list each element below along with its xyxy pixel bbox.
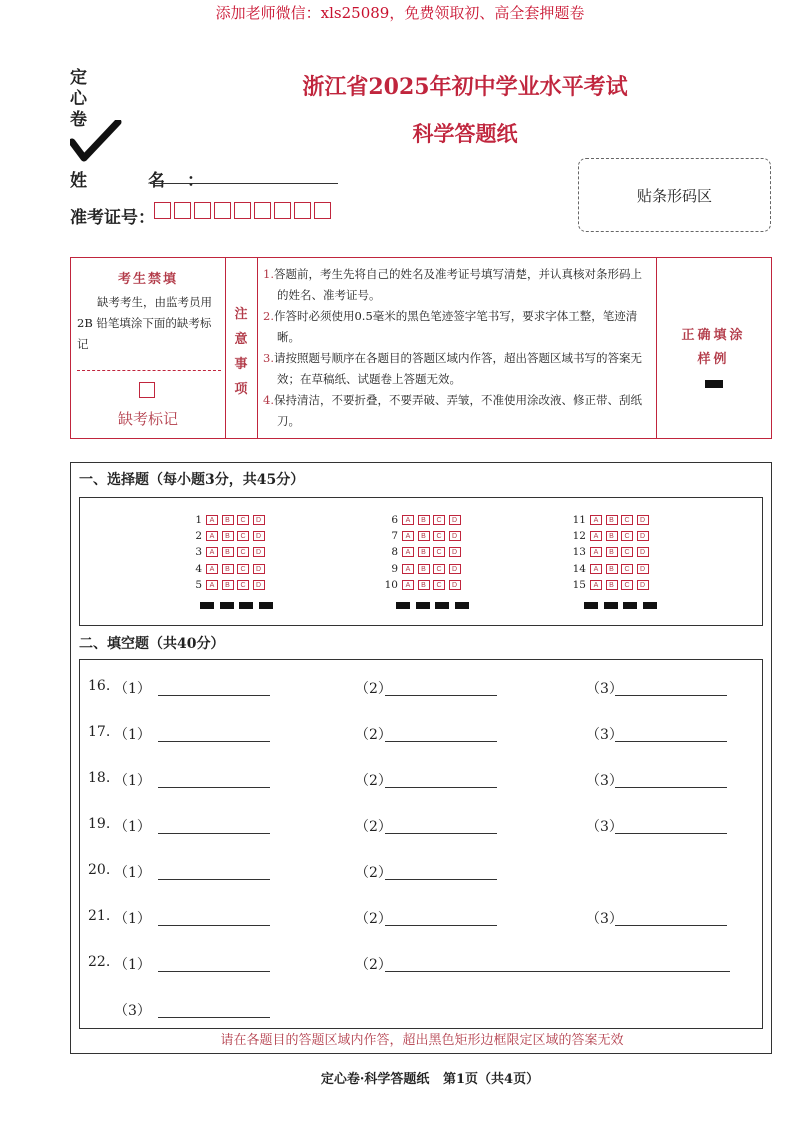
answer-bubble[interactable]: A bbox=[206, 547, 218, 557]
answer-bubble[interactable]: B bbox=[222, 515, 234, 525]
answer-bubble[interactable]: B bbox=[418, 580, 430, 590]
answer-bubble[interactable]: D bbox=[637, 515, 649, 525]
answer-blank[interactable] bbox=[158, 879, 270, 880]
answer-bubble[interactable]: B bbox=[606, 564, 618, 574]
answer-bubble[interactable]: C bbox=[433, 515, 445, 525]
answer-bubble[interactable]: B bbox=[222, 547, 234, 557]
answer-bubble[interactable]: B bbox=[418, 515, 430, 525]
answer-blank[interactable] bbox=[615, 741, 727, 742]
blank-part-label: （1） bbox=[114, 727, 151, 743]
name-field[interactable] bbox=[150, 183, 338, 184]
blank-part-label: （3） bbox=[586, 911, 623, 927]
answer-bubble[interactable]: D bbox=[253, 531, 265, 541]
timing-mark bbox=[200, 602, 214, 609]
answer-bubble[interactable]: A bbox=[206, 515, 218, 525]
exam-title: 浙江省2025年初中学业水平考试 bbox=[302, 74, 628, 100]
blank-part-label: （2） bbox=[355, 819, 392, 835]
question-group bbox=[376, 512, 474, 609]
rules-section bbox=[257, 258, 657, 438]
attention-char: 意 bbox=[234, 332, 248, 347]
blank-part-label: （2） bbox=[355, 773, 392, 789]
attention-heading bbox=[225, 258, 258, 438]
blank-part-label: （3） bbox=[586, 681, 623, 697]
choice-row bbox=[180, 561, 278, 577]
question-number: 2 bbox=[195, 530, 202, 543]
name-label: 姓 名： bbox=[70, 171, 226, 191]
barcode-label: 贴条形码区 bbox=[636, 186, 712, 205]
blank-part-label: （2） bbox=[355, 681, 392, 697]
answer-bubble[interactable]: B bbox=[606, 547, 618, 557]
answer-bubble[interactable]: A bbox=[206, 531, 218, 541]
fill-blank-box bbox=[79, 659, 763, 1029]
answer-bubble[interactable]: A bbox=[590, 580, 602, 590]
choice-row bbox=[180, 512, 278, 528]
choice-row bbox=[180, 528, 278, 544]
answer-bubble[interactable]: D bbox=[449, 564, 461, 574]
blank-part-label: （1） bbox=[114, 773, 151, 789]
choice-row bbox=[376, 577, 474, 593]
answer-bubble[interactable]: D bbox=[637, 531, 649, 541]
answer-bubble[interactable]: B bbox=[606, 580, 618, 590]
answer-bubble[interactable]: C bbox=[433, 580, 445, 590]
answer-bubble[interactable]: A bbox=[402, 580, 414, 590]
timing-mark bbox=[220, 602, 234, 609]
answer-bubble[interactable]: B bbox=[418, 564, 430, 574]
section-fill-blank-title: 二、填空题（共40分） bbox=[79, 636, 225, 652]
answer-bubble[interactable]: B bbox=[222, 531, 234, 541]
answer-bubble[interactable]: B bbox=[606, 515, 618, 525]
blank-part-label: （1） bbox=[114, 865, 151, 881]
absent-checkbox[interactable] bbox=[139, 382, 155, 398]
notice-panel bbox=[70, 257, 772, 439]
choice-row bbox=[564, 561, 662, 577]
blank-part-label: （3） bbox=[114, 1003, 151, 1019]
question-number: 22. bbox=[88, 954, 111, 970]
answer-bubble[interactable]: D bbox=[449, 580, 461, 590]
id-digit-box[interactable] bbox=[174, 202, 191, 219]
blank-part-label: （1） bbox=[114, 957, 151, 973]
answer-bubble[interactable]: C bbox=[433, 531, 445, 541]
timing-mark bbox=[623, 602, 637, 609]
question-number: 19. bbox=[88, 816, 111, 832]
answer-blank[interactable] bbox=[158, 741, 270, 742]
id-digit-box[interactable] bbox=[194, 202, 211, 219]
choice-row bbox=[376, 512, 474, 528]
answer-bubble[interactable]: D bbox=[253, 547, 265, 557]
id-digit-box[interactable] bbox=[234, 202, 251, 219]
timing-marks bbox=[396, 602, 474, 609]
answer-area-note: 请在各题目的答题区域内作答，超出黑色矩形边框限定区域的答案无效 bbox=[220, 1033, 624, 1048]
answer-bubble[interactable]: C bbox=[621, 547, 633, 557]
answer-bubble[interactable]: C bbox=[237, 564, 249, 574]
answer-bubble[interactable]: A bbox=[402, 547, 414, 557]
timing-mark bbox=[604, 602, 618, 609]
answer-bubble[interactable]: D bbox=[637, 564, 649, 574]
question-number: 5 bbox=[195, 578, 202, 591]
answer-bubble[interactable]: D bbox=[637, 580, 649, 590]
blank-part-label: （2） bbox=[355, 727, 392, 743]
timing-mark bbox=[435, 602, 449, 609]
answer-area bbox=[70, 462, 772, 1054]
fill-sample-section bbox=[656, 258, 771, 438]
choice-row bbox=[180, 577, 278, 593]
answer-bubble[interactable]: B bbox=[222, 580, 234, 590]
blank-part-label: （1） bbox=[114, 819, 151, 835]
answer-bubble[interactable]: C bbox=[621, 515, 633, 525]
timing-marks bbox=[200, 602, 278, 609]
answer-blank[interactable] bbox=[385, 833, 497, 834]
question-number: 16. bbox=[88, 678, 111, 694]
answer-blank[interactable] bbox=[615, 925, 727, 926]
choice-row bbox=[376, 544, 474, 560]
footer-page-number: 第1页（共4页） bbox=[443, 1072, 540, 1087]
multiple-choice-box bbox=[79, 497, 763, 626]
answer-bubble[interactable]: D bbox=[253, 515, 265, 525]
answer-blank[interactable] bbox=[385, 925, 497, 926]
section-multiple-choice-title: 一、选择题（每小题3分，共45分） bbox=[79, 472, 305, 488]
answer-bubble[interactable]: D bbox=[449, 531, 461, 541]
exam-subtitle: 科学答题纸 bbox=[412, 121, 518, 146]
answer-blank[interactable] bbox=[385, 787, 497, 788]
answer-bubble[interactable]: A bbox=[402, 564, 414, 574]
choice-row bbox=[564, 577, 662, 593]
question-number: 13 bbox=[572, 546, 586, 559]
answer-blank[interactable] bbox=[158, 695, 270, 696]
id-digit-box[interactable] bbox=[154, 202, 171, 219]
answer-blank[interactable] bbox=[385, 741, 497, 742]
answer-bubble[interactable]: A bbox=[402, 531, 414, 541]
question-number: 12 bbox=[572, 530, 586, 543]
answer-bubble[interactable]: B bbox=[418, 531, 430, 541]
blank-part-label: （1） bbox=[114, 911, 151, 927]
answer-bubble[interactable]: C bbox=[237, 515, 249, 525]
page-footer bbox=[0, 1068, 800, 1087]
choice-row bbox=[180, 544, 278, 560]
barcode-area bbox=[578, 158, 771, 232]
answer-blank[interactable] bbox=[158, 925, 270, 926]
rule-item: 3.请按照题号顺序在各题目的答题区域内作答，超出答题区域书写的答案无效；在草稿纸、试题卷上答题无效。 bbox=[263, 351, 642, 386]
choice-row bbox=[564, 544, 662, 560]
question-number: 20. bbox=[88, 862, 111, 878]
logo-char: 心 bbox=[70, 89, 87, 109]
answer-bubble[interactable]: C bbox=[237, 547, 249, 557]
answer-bubble[interactable]: D bbox=[449, 547, 461, 557]
answer-bubble[interactable]: A bbox=[402, 515, 414, 525]
question-number: 4 bbox=[195, 562, 202, 575]
timing-mark bbox=[416, 602, 430, 609]
question-number: 14 bbox=[572, 562, 586, 575]
timing-mark bbox=[259, 602, 273, 609]
choice-row bbox=[376, 528, 474, 544]
answer-bubble[interactable]: D bbox=[637, 547, 649, 557]
sample-label: 样例 bbox=[697, 352, 730, 367]
attention-char: 事 bbox=[234, 357, 248, 372]
question-number: 8 bbox=[391, 546, 398, 559]
answer-bubble[interactable]: C bbox=[621, 580, 633, 590]
question-number: 10 bbox=[384, 578, 398, 591]
answer-blank[interactable] bbox=[385, 879, 497, 880]
answer-bubble[interactable]: A bbox=[206, 580, 218, 590]
rule-item: 1.答题前，考生先将自己的姓名及准考证号填写清楚，并认真核对条形码上的姓名、准考证号。 bbox=[263, 267, 642, 302]
id-digit-box[interactable] bbox=[214, 202, 231, 219]
answer-bubble[interactable]: C bbox=[237, 580, 249, 590]
answer-bubble[interactable]: D bbox=[449, 515, 461, 525]
answer-bubble[interactable]: C bbox=[237, 531, 249, 541]
answer-bubble[interactable]: A bbox=[590, 564, 602, 574]
answer-bubble[interactable]: C bbox=[621, 531, 633, 541]
answer-bubble[interactable]: D bbox=[253, 580, 265, 590]
question-number: 18. bbox=[88, 770, 111, 786]
id-digit-box[interactable] bbox=[314, 202, 331, 219]
question-number: 3 bbox=[195, 546, 202, 559]
attention-char: 注 bbox=[234, 307, 248, 322]
answer-bubble[interactable]: A bbox=[206, 564, 218, 574]
choice-row bbox=[564, 528, 662, 544]
question-number: 15 bbox=[572, 578, 586, 591]
absent-label: 缺考标记 bbox=[117, 410, 178, 428]
blank-part-label: （2） bbox=[355, 865, 392, 881]
question-number: 7 bbox=[391, 530, 398, 543]
exam-id-field[interactable] bbox=[154, 202, 334, 219]
rule-item: 2.作答时必须使用0.5毫米的黑色笔迹签字笔书写，要求字体工整，笔迹清晰。 bbox=[263, 309, 638, 344]
rule-item: 4.保持清洁，不要折叠，不要弄破、弄皱，不准使用涂改液、修正带、刮纸刀。 bbox=[263, 393, 642, 428]
footer-sheet-name: ·科学答题纸 bbox=[359, 1072, 430, 1087]
promo-banner: 添加老师微信：xls25089，免费领取初、高全套押题卷 bbox=[215, 4, 585, 22]
blank-part-label: （2） bbox=[355, 957, 392, 973]
question-number: 6 bbox=[391, 514, 398, 527]
answer-bubble[interactable]: B bbox=[606, 531, 618, 541]
question-group bbox=[564, 512, 662, 609]
answer-blank[interactable] bbox=[158, 971, 270, 972]
answer-blank[interactable] bbox=[158, 833, 270, 834]
answer-blank[interactable] bbox=[158, 1017, 270, 1018]
exam-id-label: 准考证号： bbox=[70, 208, 155, 228]
answer-bubble[interactable]: A bbox=[590, 531, 602, 541]
absent-section bbox=[71, 258, 226, 438]
answer-bubble[interactable]: B bbox=[222, 564, 234, 574]
question-group bbox=[180, 512, 278, 609]
timing-mark bbox=[239, 602, 253, 609]
absent-instructions: 缺考考生，由监考员用 2B 铅笔填涂下面的缺考标记 bbox=[77, 295, 212, 351]
choice-row bbox=[376, 561, 474, 577]
timing-mark bbox=[455, 602, 469, 609]
fill-sample-mark bbox=[705, 380, 723, 388]
sample-label: 正确填涂 bbox=[681, 328, 746, 343]
attention-char: 项 bbox=[234, 382, 248, 397]
blank-part-label: （3） bbox=[586, 773, 623, 789]
question-number: 17. bbox=[88, 724, 111, 740]
answer-bubble[interactable]: A bbox=[590, 547, 602, 557]
answer-bubble[interactable]: B bbox=[418, 547, 430, 557]
answer-bubble[interactable]: C bbox=[621, 564, 633, 574]
timing-mark bbox=[396, 602, 410, 609]
answer-bubble[interactable]: C bbox=[433, 547, 445, 557]
question-number: 11 bbox=[572, 514, 586, 527]
blank-part-label: （3） bbox=[586, 819, 623, 835]
id-digit-box[interactable] bbox=[294, 202, 311, 219]
divider bbox=[77, 370, 221, 371]
logo-char: 卷 bbox=[70, 110, 87, 130]
absent-title: 考生禁填 bbox=[117, 272, 178, 287]
answer-blank[interactable] bbox=[158, 787, 270, 788]
question-number: 21. bbox=[88, 908, 111, 924]
blank-part-label: （3） bbox=[586, 727, 623, 743]
answer-blank[interactable] bbox=[615, 787, 727, 788]
id-digit-box[interactable] bbox=[254, 202, 271, 219]
logo-char: 定 bbox=[70, 68, 87, 88]
answer-blank[interactable] bbox=[615, 833, 727, 834]
choice-row bbox=[564, 512, 662, 528]
timing-mark bbox=[643, 602, 657, 609]
blank-part-label: （2） bbox=[355, 911, 392, 927]
footer-brand: 定心卷 bbox=[320, 1072, 360, 1087]
answer-blank[interactable] bbox=[385, 695, 497, 696]
answer-bubble[interactable]: C bbox=[433, 564, 445, 574]
answer-bubble[interactable]: A bbox=[590, 515, 602, 525]
timing-mark bbox=[584, 602, 598, 609]
timing-marks bbox=[584, 602, 662, 609]
question-number: 1 bbox=[195, 514, 202, 527]
answer-blank[interactable] bbox=[615, 695, 727, 696]
id-digit-box[interactable] bbox=[274, 202, 291, 219]
answer-blank[interactable] bbox=[385, 971, 730, 972]
blank-part-label: （1） bbox=[114, 681, 151, 697]
question-number: 9 bbox=[391, 562, 398, 575]
answer-bubble[interactable]: D bbox=[253, 564, 265, 574]
